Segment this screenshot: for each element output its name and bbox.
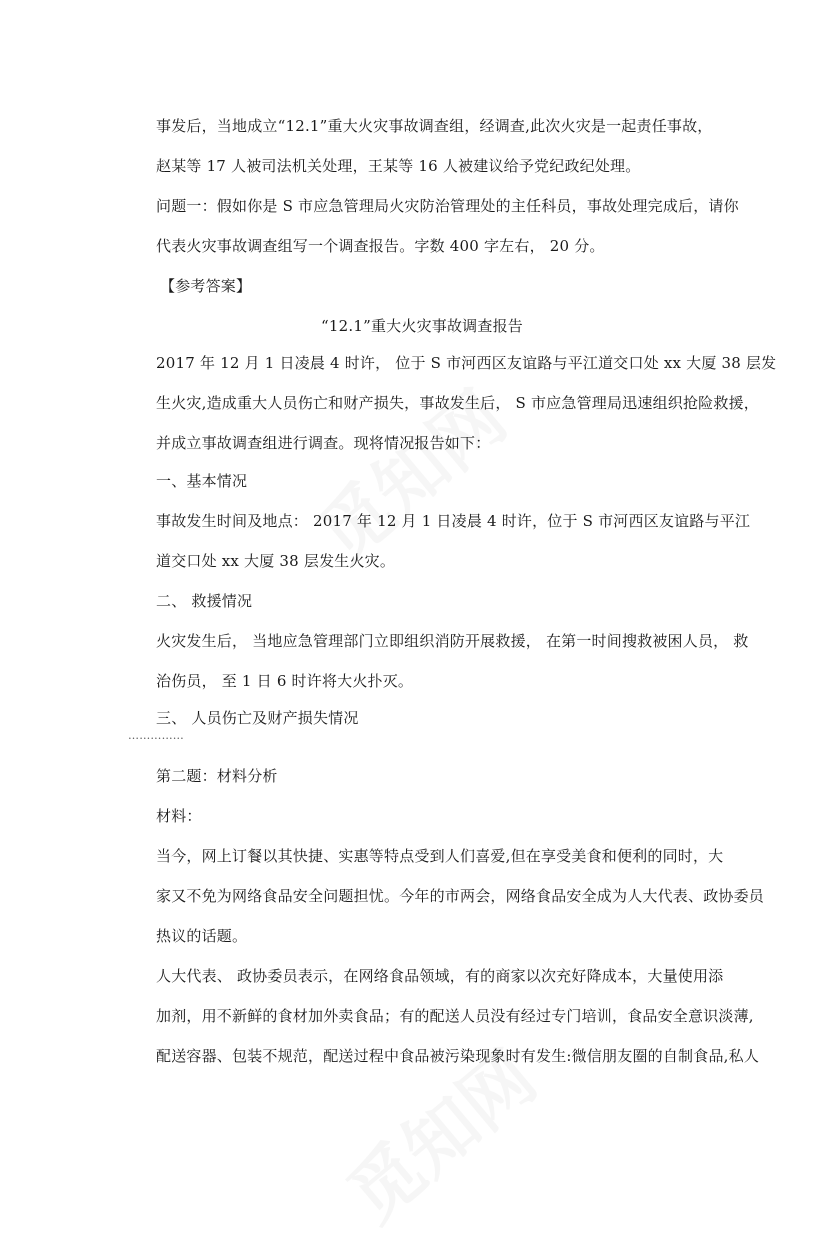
section-1-heading: 一、基本情况 — [156, 472, 248, 490]
paragraph-6-line-1: 当今，网上订餐以其快捷、实惠等特点受到人们喜爱,但在享受美食和便利的同时，大 — [156, 847, 724, 865]
paragraph-1-line-1: 事发后，当地成立“12.1”重大火灾事故调查组，经调查,此次火灾是一起责任事故， — [156, 117, 713, 135]
paragraph-3-line-3: 并成立事故调查组进行调查。现将情况报告如下： — [156, 434, 491, 452]
paragraph-1-line-2: 赵某等 17 人被司法机关处理，王某等 16 人被建议给予党纪政纪处理。 — [156, 157, 641, 175]
paragraph-7-line-1: 人大代表、 政协委员表示，在网络食品领域，有的商家以次充好降成本，大量使用添 — [156, 967, 724, 985]
paragraph-6-line-2: 家又不免为网络食品安全问题担忧。今年的市两会，网络食品安全成为人大代表、政协委员 — [156, 887, 765, 905]
paragraph-3-line-2: 生火灾,造成重大人员伤亡和财产损失，事故发生后， S 市应急管理局迅速组织抢险救援， — [156, 394, 759, 412]
paragraph-2-line-2: 代表火灾事故调查组写一个调查报告。字数 400 字左右， 20 分。 — [156, 237, 605, 255]
ellipsis: …………… — [128, 729, 184, 742]
material-label: 材料： — [156, 807, 202, 825]
paragraph-7-line-3: 配送容器、包装不规范，配送过程中食品被污染现象时有发生:微信朋友圈的自制食品,私人 — [156, 1047, 760, 1065]
paragraph-7-line-2: 加剂，用不新鲜的食材加外卖食品；有的配送人员没有经过专门培训，食品安全意识淡薄, — [156, 1007, 754, 1025]
section-2-heading: 二、 救援情况 — [156, 592, 253, 610]
question-2-heading: 第二题：材料分析 — [156, 767, 278, 785]
paragraph-3-line-1: 2017 年 12 月 1 日凌晨 4 时许， 位于 S 市河西区友谊路与平江道交口处 xx 大厦 38 层发 — [156, 354, 777, 372]
paragraph-6-line-3: 热议的话题。 — [156, 927, 248, 945]
section-3-heading: 三、 人员伤亡及财产损失情况 — [156, 709, 359, 727]
report-title: “12.1”重大火灾事故调查报告 — [321, 317, 523, 335]
paragraph-5-line-2: 治伤员， 至 1 日 6 时许将大火扑灭。 — [156, 672, 414, 690]
paragraph-4-line-2: 道交口处 xx 大厦 38 层发生火灾。 — [156, 552, 396, 570]
paragraph-2-line-1: 问题一：假如你是 S 市应急管理局火灾防治管理处的主任科员，事故处理完成后，请你 — [156, 197, 739, 215]
answer-label: 【参考答案】 — [160, 277, 252, 295]
paragraph-5-line-1: 火灾发生后， 当地应急管理部门立即组织消防开展救援， 在第一时间搜救被困人员， 救 — [156, 632, 749, 650]
paragraph-4-line-1: 事故发生时间及地点： 2017 年 12 月 1 日凌晨 4 时许，位于 S 市河西区友谊路与平江 — [156, 512, 751, 530]
